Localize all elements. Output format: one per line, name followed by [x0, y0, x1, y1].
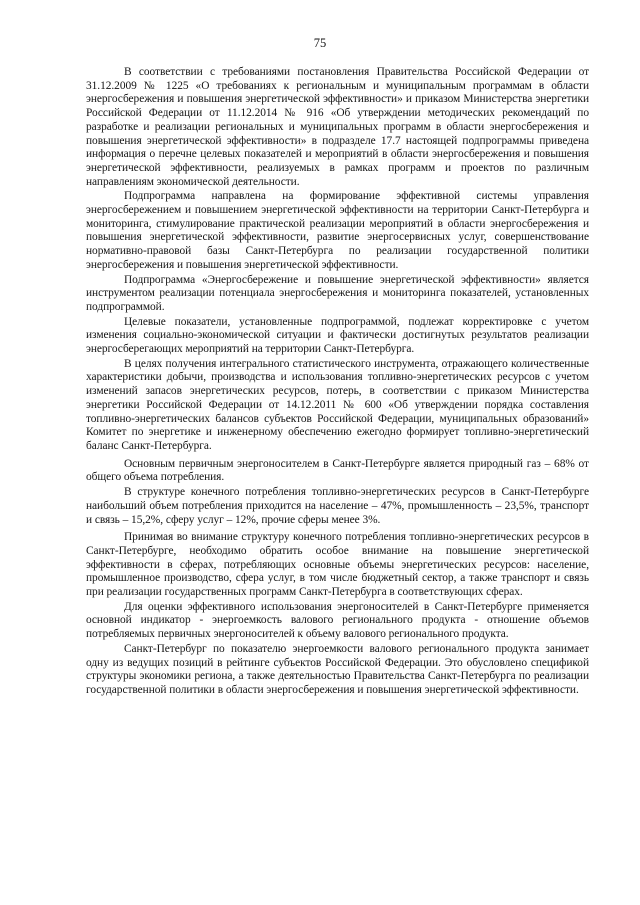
- paragraph-natural-gas: Основным первичным энергоносителем в Санкт-Петербурге является природный газ – 68% от общего объема потребления.: [86, 457, 589, 484]
- paragraph-regional-ranking: Санкт-Петербург по показателю энергоемкости валового регионального продукта занимает одну из ведущих позиций в рейтинге субъектов Российской Федерации. Это обусловлено спецификой структуры экономики региона, а также деятельностью Правительства Санкт-Петербурга по реализации государственной политики в области энергосбережения и повышения энергетической эффективности.: [86, 642, 589, 696]
- paragraph-target-indicators: Целевые показатели, установленные подпрограммой, подлежат корректировке с учетом изменения социально-экономической ситуации и фактически достигнутых результатов реализации энергосберегающих мероприятий на территории Санкт-Петербурга.: [86, 315, 589, 356]
- paragraph-subprogram-instrument: Подпрограмма «Энергосбережение и повышение энергетической эффективности» является инструментом реализации потенциала энергосбережения и мониторинга показателей, установленных подпрограммой.: [86, 273, 589, 313]
- paragraph-efficiency-focus: Принимая во внимание структуру конечного потребления топливно-энергетических ресурсов в Санкт-Петербурге, необходимо обратить особое внимание на повышение энергетической эффективности в сферах, потребляющих основные объемы энергетических ресурсов: население, промышленное производство, сфера услуг, в том числе бюджетный сектор, а также транспорт и связь при реализации государственных программ Санкт-Петербурга в соответствующих сферах.: [86, 531, 589, 599]
- paragraph-subprogram-purpose: Подпрограмма направлена на формирование эффективной системы управления энергосбережением и повышением энергетической эффективности на территории Санкт-Петербурга и мониторинга, стимулирование практической реализации мероприятий в области энергосбережения и повышения энергетической эффективности, развитие энергосервисных услуг, совершенствование нормативно-правовой базы Санкт-Петербурга по реализации государственной политики энергосбережения и повышения энергетической эффективности.: [86, 190, 589, 271]
- paragraph-requirements: В соответствии с требованиями постановления Правительства Российской Федерации от 31.12.2009 № 1225 «О требованиях к региональным и муниципальным программам в области энергосбережения и повышения энергетической эффективности» и приказом Министерства энергетики Российской Федерации от 11.12.2014 № 916 «Об утверждении методических рекомендаций по разработке и реализации региональных и муниципальных программ в области энергосбережения и повышения энергетической эффективности» в подразделе 17.7 настоящей подпрограммы приведена информация о перечне целевых показателей и мероприятий в области энергосбережения и повышения энергетической эффективности, реализуемых в рамках программ и проектов по различным направлениям экономической деятельности.: [86, 66, 589, 188]
- paragraph-consumption-structure: В структуре конечного потребления топливно-энергетических ресурсов в Санкт-Петербурге наибольший объем потребления приходится на население – 47%, промышленность – 23,5%, транспорт и связь – 15,2%, сферу услуг – 12%, прочие сферы менее 3%.: [86, 486, 589, 526]
- paragraph-energy-intensity-indicator: Для оценки эффективного использования энергоносителей в Санкт-Петербурге применяется основной индикатор - энергоемкость валового регионального продукта - отношение объемов потребляемых первичных энергоносителей к объему валового регионального продукта.: [86, 600, 589, 641]
- paragraph-energy-balance: В целях получения интегрального статистического инструмента, отражающего количественные характеристики добычи, производства и использования топливно-энергетических ресурсов с учетом изменений запасов энергетических ресурсов, потерь, в соответствии с приказом Министерства энергетики Российской Федерации от 14.12.2011 № 600 «Об утверждении порядка составления топливно-энергетических балансов субъектов Российской Федерации, муниципальных образований» Комитет по энергетике и инженерному обеспечению ежегодно формирует топливно-энергетический баланс Санкт-Петербурга.: [86, 357, 589, 452]
- document-body: [86, 66, 589, 698]
- page-number: 75: [313, 36, 327, 50]
